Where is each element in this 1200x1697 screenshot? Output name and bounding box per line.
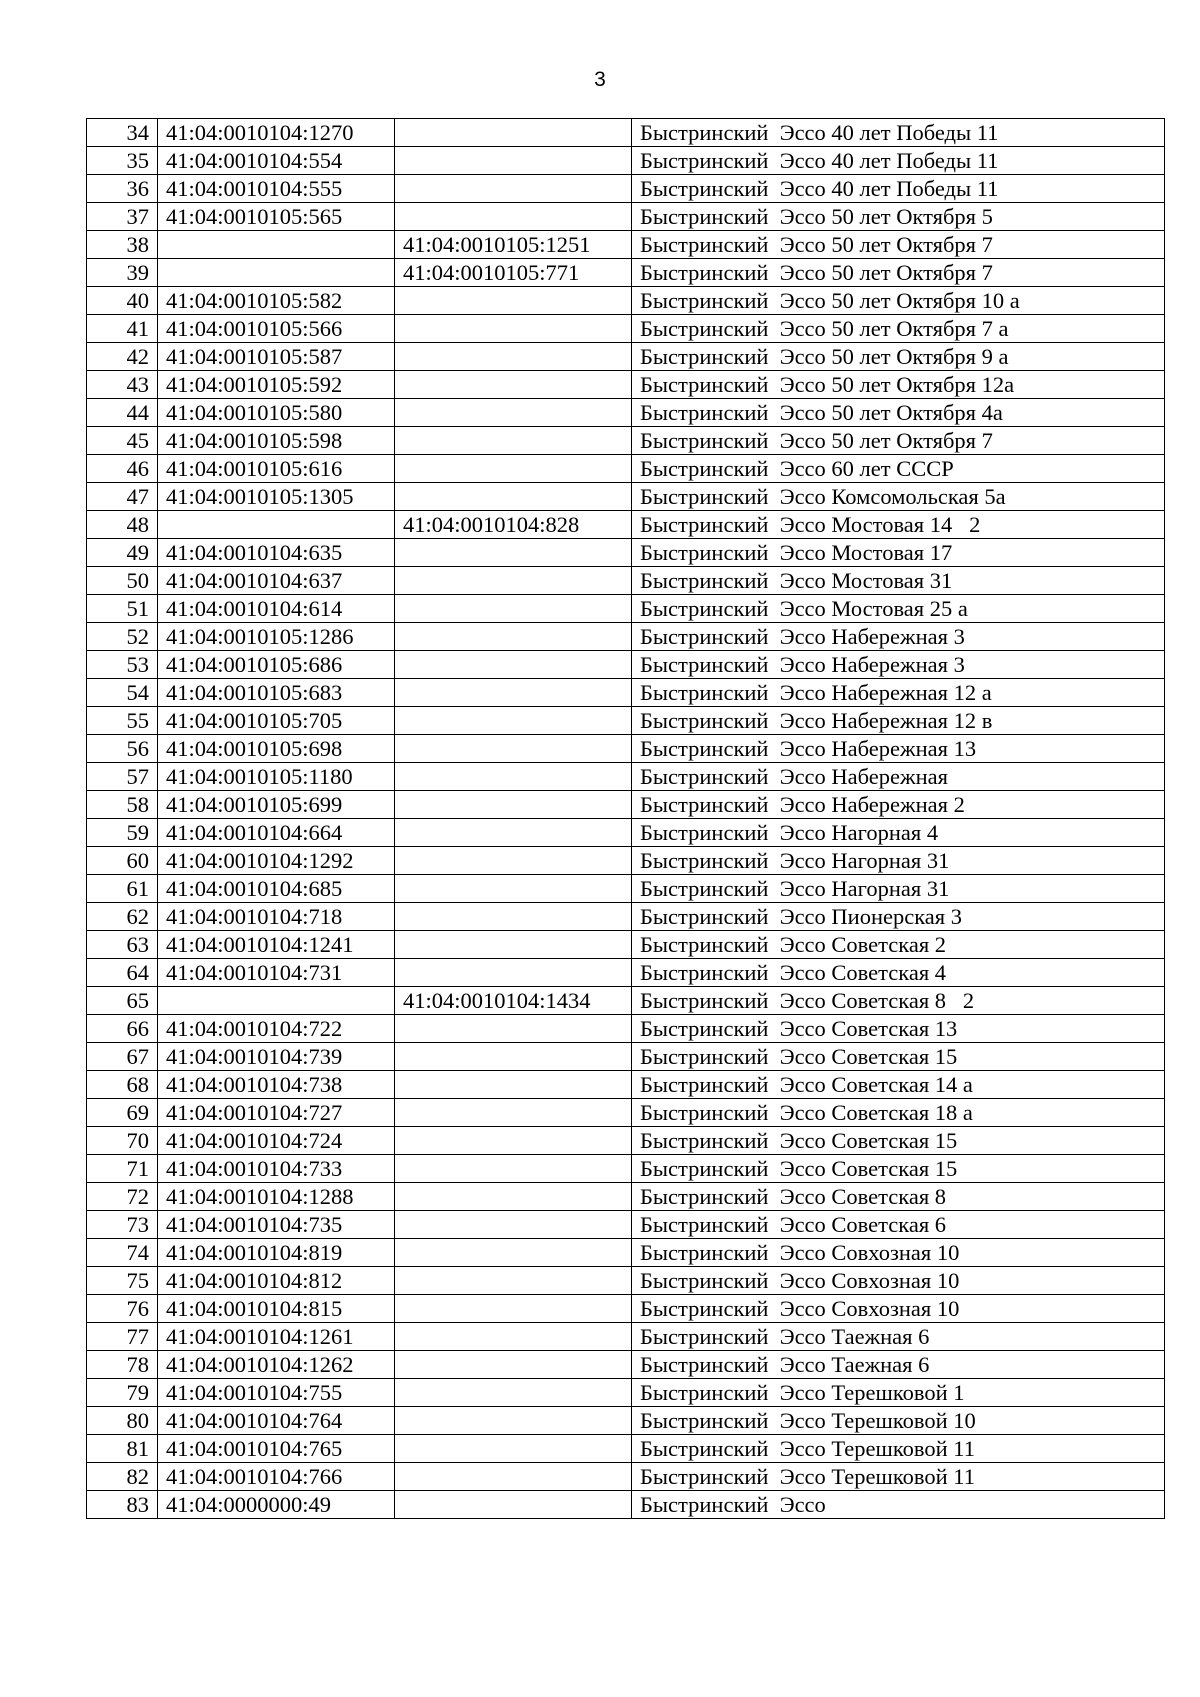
table-row [87, 1127, 1165, 1155]
building-cadastral-number-cell [395, 1379, 632, 1407]
address-cell: Быстринский Эссо Таежная 6 [632, 1351, 1165, 1379]
cadastral-number-cell: 41:04:0010104:738 [158, 1071, 395, 1099]
table-row [87, 1267, 1165, 1295]
table-row [87, 371, 1165, 399]
row-number-cell: 71 [87, 1155, 158, 1183]
table-row [87, 119, 1165, 147]
table-row [87, 1211, 1165, 1239]
address-cell: Быстринский Эссо Советская 2 [632, 931, 1165, 959]
cadastral-number-cell: 41:04:0010105:566 [158, 315, 395, 343]
table-row [87, 1351, 1165, 1379]
cadastral-number-cell: 41:04:0010104:1270 [158, 119, 395, 147]
address-cell: Быстринский Эссо Советская 13 [632, 1015, 1165, 1043]
address-cell: Быстринский Эссо 50 лет Октября 10 а [632, 287, 1165, 315]
cadastral-number-cell: 41:04:0010105:565 [158, 203, 395, 231]
address-cell: Быстринский Эссо Совхозная 10 [632, 1295, 1165, 1323]
address-cell: Быстринский Эссо Мостовая 14 2 [632, 511, 1165, 539]
table-row [87, 1463, 1165, 1491]
row-number-cell: 39 [87, 259, 158, 287]
address-cell: Быстринский Эссо [632, 1491, 1165, 1519]
table-row [87, 1183, 1165, 1211]
row-number-cell: 75 [87, 1267, 158, 1295]
table-row [87, 287, 1165, 315]
building-cadastral-number-cell [395, 371, 632, 399]
registry-table [86, 118, 1165, 1519]
building-cadastral-number-cell [395, 315, 632, 343]
cadastral-number-cell: 41:04:0000000:49 [158, 1491, 395, 1519]
cadastral-number-cell: 41:04:0010104:755 [158, 1379, 395, 1407]
cadastral-number-cell: 41:04:0010104:554 [158, 147, 395, 175]
row-number-cell: 43 [87, 371, 158, 399]
cadastral-number-cell: 41:04:0010104:764 [158, 1407, 395, 1435]
cadastral-number-cell: 41:04:0010105:686 [158, 651, 395, 679]
cadastral-number-cell [158, 987, 395, 1015]
row-number-cell: 61 [87, 875, 158, 903]
building-cadastral-number-cell [395, 399, 632, 427]
row-number-cell: 56 [87, 735, 158, 763]
address-cell: Быстринский Эссо Советская 15 [632, 1043, 1165, 1071]
cadastral-number-cell: 41:04:0010105:580 [158, 399, 395, 427]
table-row [87, 1155, 1165, 1183]
row-number-cell: 44 [87, 399, 158, 427]
cadastral-number-cell: 41:04:0010104:724 [158, 1127, 395, 1155]
cadastral-number-cell: 41:04:0010104:637 [158, 567, 395, 595]
building-cadastral-number-cell [395, 623, 632, 651]
cadastral-number-cell: 41:04:0010105:1305 [158, 483, 395, 511]
cadastral-number-cell: 41:04:0010104:635 [158, 539, 395, 567]
table-row [87, 1407, 1165, 1435]
address-cell: Быстринский Эссо Набережная 13 [632, 735, 1165, 763]
cadastral-number-cell: 41:04:0010104:718 [158, 903, 395, 931]
building-cadastral-number-cell: 41:04:0010104:828 [395, 511, 632, 539]
row-number-cell: 77 [87, 1323, 158, 1351]
address-cell: Быстринский Эссо Советская 8 2 [632, 987, 1165, 1015]
row-number-cell: 82 [87, 1463, 158, 1491]
table-row [87, 175, 1165, 203]
table-row [87, 791, 1165, 819]
row-number-cell: 46 [87, 455, 158, 483]
cadastral-number-cell: 41:04:0010104:739 [158, 1043, 395, 1071]
address-cell: Быстринский Эссо Мостовая 31 [632, 567, 1165, 595]
building-cadastral-number-cell [395, 1491, 632, 1519]
row-number-cell: 51 [87, 595, 158, 623]
table-row [87, 959, 1165, 987]
building-cadastral-number-cell [395, 119, 632, 147]
building-cadastral-number-cell: 41:04:0010105:1251 [395, 231, 632, 259]
cadastral-number-cell: 41:04:0010105:616 [158, 455, 395, 483]
row-number-cell: 48 [87, 511, 158, 539]
address-cell: Быстринский Эссо Нагорная 31 [632, 875, 1165, 903]
building-cadastral-number-cell: 41:04:0010104:1434 [395, 987, 632, 1015]
cadastral-number-cell: 41:04:0010104:731 [158, 959, 395, 987]
table-row [87, 567, 1165, 595]
table-row [87, 1491, 1165, 1519]
row-number-cell: 47 [87, 483, 158, 511]
table-row [87, 931, 1165, 959]
address-cell: Быстринский Эссо Набережная 3 [632, 623, 1165, 651]
address-cell: Быстринский Эссо 60 лет СССР [632, 455, 1165, 483]
cadastral-number-cell: 41:04:0010104:815 [158, 1295, 395, 1323]
address-cell: Быстринский Эссо Советская 4 [632, 959, 1165, 987]
address-cell: Быстринский Эссо Советская 15 [632, 1155, 1165, 1183]
table-row [87, 903, 1165, 931]
table-row [87, 539, 1165, 567]
building-cadastral-number-cell [395, 1015, 632, 1043]
row-number-cell: 57 [87, 763, 158, 791]
address-cell: Быстринский Эссо 40 лет Победы 11 [632, 175, 1165, 203]
address-cell: Быстринский Эссо Терешковой 11 [632, 1463, 1165, 1491]
address-cell: Быстринский Эссо Пионерская 3 [632, 903, 1165, 931]
cadastral-number-cell: 41:04:0010105:598 [158, 427, 395, 455]
building-cadastral-number-cell [395, 343, 632, 371]
building-cadastral-number-cell [395, 147, 632, 175]
table-row [87, 511, 1165, 539]
row-number-cell: 38 [87, 231, 158, 259]
cadastral-number-cell: 41:04:0010104:1262 [158, 1351, 395, 1379]
address-cell: Быстринский Эссо 50 лет Октября 4а [632, 399, 1165, 427]
cadastral-number-cell: 41:04:0010104:735 [158, 1211, 395, 1239]
building-cadastral-number-cell [395, 1043, 632, 1071]
address-cell: Быстринский Эссо Нагорная 4 [632, 819, 1165, 847]
building-cadastral-number-cell [395, 595, 632, 623]
cadastral-number-cell: 41:04:0010104:1288 [158, 1183, 395, 1211]
table-row [87, 1071, 1165, 1099]
building-cadastral-number-cell [395, 679, 632, 707]
page-number: 3 [594, 68, 606, 91]
registry-table-body [87, 119, 1165, 1519]
row-number-cell: 73 [87, 1211, 158, 1239]
address-cell: Быстринский Эссо 50 лет Октября 9 а [632, 343, 1165, 371]
address-cell: Быстринский Эссо 50 лет Октября 7 [632, 231, 1165, 259]
table-row [87, 707, 1165, 735]
building-cadastral-number-cell [395, 931, 632, 959]
address-cell: Быстринский Эссо Таежная 6 [632, 1323, 1165, 1351]
table-row [87, 651, 1165, 679]
table-row [87, 1435, 1165, 1463]
table-row [87, 1239, 1165, 1267]
table-row [87, 1043, 1165, 1071]
table-row [87, 399, 1165, 427]
building-cadastral-number-cell [395, 1211, 632, 1239]
row-number-cell: 60 [87, 847, 158, 875]
row-number-cell: 67 [87, 1043, 158, 1071]
row-number-cell: 59 [87, 819, 158, 847]
table-row [87, 679, 1165, 707]
table-row [87, 623, 1165, 651]
table-row [87, 427, 1165, 455]
building-cadastral-number-cell [395, 875, 632, 903]
building-cadastral-number-cell [395, 1239, 632, 1267]
address-cell: Быстринский Эссо Советская 14 а [632, 1071, 1165, 1099]
address-cell: Быстринский Эссо Терешковой 1 [632, 1379, 1165, 1407]
table-row [87, 735, 1165, 763]
table-row [87, 819, 1165, 847]
cadastral-number-cell: 41:04:0010105:698 [158, 735, 395, 763]
table-row [87, 847, 1165, 875]
building-cadastral-number-cell [395, 707, 632, 735]
row-number-cell: 63 [87, 931, 158, 959]
building-cadastral-number-cell [395, 1071, 632, 1099]
address-cell: Быстринский Эссо Советская 18 а [632, 1099, 1165, 1127]
building-cadastral-number-cell [395, 175, 632, 203]
address-cell: Быстринский Эссо 50 лет Октября 5 [632, 203, 1165, 231]
cadastral-number-cell: 41:04:0010104:685 [158, 875, 395, 903]
building-cadastral-number-cell [395, 427, 632, 455]
cadastral-number-cell: 41:04:0010105:582 [158, 287, 395, 315]
building-cadastral-number-cell [395, 1295, 632, 1323]
cadastral-number-cell: 41:04:0010104:727 [158, 1099, 395, 1127]
table-row [87, 763, 1165, 791]
row-number-cell: 45 [87, 427, 158, 455]
address-cell: Быстринский Эссо 40 лет Победы 11 [632, 119, 1165, 147]
row-number-cell: 58 [87, 791, 158, 819]
row-number-cell: 55 [87, 707, 158, 735]
building-cadastral-number-cell [395, 1351, 632, 1379]
cadastral-number-cell: 41:04:0010104:812 [158, 1267, 395, 1295]
row-number-cell: 41 [87, 315, 158, 343]
cadastral-number-cell: 41:04:0010104:765 [158, 1435, 395, 1463]
table-row [87, 987, 1165, 1015]
cadastral-number-cell: 41:04:0010104:614 [158, 595, 395, 623]
address-cell: Быстринский Эссо 50 лет Октября 7 а [632, 315, 1165, 343]
row-number-cell: 53 [87, 651, 158, 679]
row-number-cell: 42 [87, 343, 158, 371]
row-number-cell: 36 [87, 175, 158, 203]
row-number-cell: 70 [87, 1127, 158, 1155]
address-cell: Быстринский Эссо Терешковой 11 [632, 1435, 1165, 1463]
row-number-cell: 80 [87, 1407, 158, 1435]
row-number-cell: 40 [87, 287, 158, 315]
table-row [87, 1323, 1165, 1351]
address-cell: Быстринский Эссо 50 лет Октября 7 [632, 427, 1165, 455]
address-cell: Быстринский Эссо 40 лет Победы 11 [632, 147, 1165, 175]
row-number-cell: 76 [87, 1295, 158, 1323]
address-cell: Быстринский Эссо Комсомольская 5а [632, 483, 1165, 511]
row-number-cell: 68 [87, 1071, 158, 1099]
building-cadastral-number-cell [395, 455, 632, 483]
row-number-cell: 37 [87, 203, 158, 231]
cadastral-number-cell: 41:04:0010105:705 [158, 707, 395, 735]
address-cell: Быстринский Эссо Мостовая 25 а [632, 595, 1165, 623]
row-number-cell: 69 [87, 1099, 158, 1127]
cadastral-number-cell: 41:04:0010104:819 [158, 1239, 395, 1267]
row-number-cell: 78 [87, 1351, 158, 1379]
cadastral-number-cell: 41:04:0010105:592 [158, 371, 395, 399]
cadastral-number-cell: 41:04:0010105:683 [158, 679, 395, 707]
building-cadastral-number-cell [395, 203, 632, 231]
table-row [87, 343, 1165, 371]
address-cell: Быстринский Эссо Советская 6 [632, 1211, 1165, 1239]
row-number-cell: 81 [87, 1435, 158, 1463]
cadastral-number-cell: 41:04:0010104:1261 [158, 1323, 395, 1351]
address-cell: Быстринский Эссо 50 лет Октября 7 [632, 259, 1165, 287]
cadastral-number-cell: 41:04:0010105:699 [158, 791, 395, 819]
row-number-cell: 64 [87, 959, 158, 987]
building-cadastral-number-cell [395, 819, 632, 847]
address-cell: Быстринский Эссо Набережная 2 [632, 791, 1165, 819]
building-cadastral-number-cell [395, 735, 632, 763]
table-row [87, 875, 1165, 903]
building-cadastral-number-cell [395, 1267, 632, 1295]
row-number-cell: 34 [87, 119, 158, 147]
building-cadastral-number-cell [395, 903, 632, 931]
building-cadastral-number-cell [395, 791, 632, 819]
address-cell: Быстринский Эссо Совхозная 10 [632, 1267, 1165, 1295]
table-row [87, 315, 1165, 343]
table-row [87, 483, 1165, 511]
building-cadastral-number-cell: 41:04:0010105:771 [395, 259, 632, 287]
table-row [87, 147, 1165, 175]
address-cell: Быстринский Эссо Нагорная 31 [632, 847, 1165, 875]
cadastral-number-cell [158, 259, 395, 287]
row-number-cell: 35 [87, 147, 158, 175]
cadastral-number-cell [158, 511, 395, 539]
address-cell: Быстринский Эссо Набережная [632, 763, 1165, 791]
table-row [87, 1379, 1165, 1407]
address-cell: Быстринский Эссо Мостовая 17 [632, 539, 1165, 567]
building-cadastral-number-cell [395, 763, 632, 791]
row-number-cell: 66 [87, 1015, 158, 1043]
building-cadastral-number-cell [395, 1407, 632, 1435]
address-cell: Быстринский Эссо Советская 15 [632, 1127, 1165, 1155]
building-cadastral-number-cell [395, 287, 632, 315]
row-number-cell: 50 [87, 567, 158, 595]
table-row [87, 203, 1165, 231]
building-cadastral-number-cell [395, 1099, 632, 1127]
address-cell: Быстринский Эссо Набережная 3 [632, 651, 1165, 679]
table-row [87, 455, 1165, 483]
building-cadastral-number-cell [395, 1323, 632, 1351]
address-cell: Быстринский Эссо Набережная 12 а [632, 679, 1165, 707]
cadastral-number-cell: 41:04:0010104:555 [158, 175, 395, 203]
building-cadastral-number-cell [395, 1155, 632, 1183]
cadastral-number-cell: 41:04:0010104:1241 [158, 931, 395, 959]
building-cadastral-number-cell [395, 1463, 632, 1491]
row-number-cell: 49 [87, 539, 158, 567]
cadastral-number-cell: 41:04:0010104:766 [158, 1463, 395, 1491]
table-row [87, 231, 1165, 259]
building-cadastral-number-cell [395, 539, 632, 567]
cadastral-number-cell: 41:04:0010105:1180 [158, 763, 395, 791]
row-number-cell: 74 [87, 1239, 158, 1267]
cadastral-number-cell: 41:04:0010104:664 [158, 819, 395, 847]
table-row [87, 1099, 1165, 1127]
building-cadastral-number-cell [395, 651, 632, 679]
address-cell: Быстринский Эссо Набережная 12 в [632, 707, 1165, 735]
row-number-cell: 83 [87, 1491, 158, 1519]
building-cadastral-number-cell [395, 1183, 632, 1211]
row-number-cell: 54 [87, 679, 158, 707]
address-cell: Быстринский Эссо 50 лет Октября 12а [632, 371, 1165, 399]
row-number-cell: 79 [87, 1379, 158, 1407]
building-cadastral-number-cell [395, 1127, 632, 1155]
cadastral-number-cell [158, 231, 395, 259]
table-row [87, 595, 1165, 623]
building-cadastral-number-cell [395, 847, 632, 875]
table-row [87, 1015, 1165, 1043]
cadastral-number-cell: 41:04:0010104:733 [158, 1155, 395, 1183]
building-cadastral-number-cell [395, 959, 632, 987]
row-number-cell: 62 [87, 903, 158, 931]
cadastral-number-cell: 41:04:0010105:1286 [158, 623, 395, 651]
row-number-cell: 52 [87, 623, 158, 651]
address-cell: Быстринский Эссо Советская 8 [632, 1183, 1165, 1211]
address-cell: Быстринский Эссо Совхозная 10 [632, 1239, 1165, 1267]
building-cadastral-number-cell [395, 1435, 632, 1463]
row-number-cell: 72 [87, 1183, 158, 1211]
table-row [87, 1295, 1165, 1323]
table-row [87, 259, 1165, 287]
building-cadastral-number-cell [395, 567, 632, 595]
building-cadastral-number-cell [395, 483, 632, 511]
address-cell: Быстринский Эссо Терешковой 10 [632, 1407, 1165, 1435]
cadastral-number-cell: 41:04:0010105:587 [158, 343, 395, 371]
cadastral-number-cell: 41:04:0010104:722 [158, 1015, 395, 1043]
row-number-cell: 65 [87, 987, 158, 1015]
cadastral-number-cell: 41:04:0010104:1292 [158, 847, 395, 875]
